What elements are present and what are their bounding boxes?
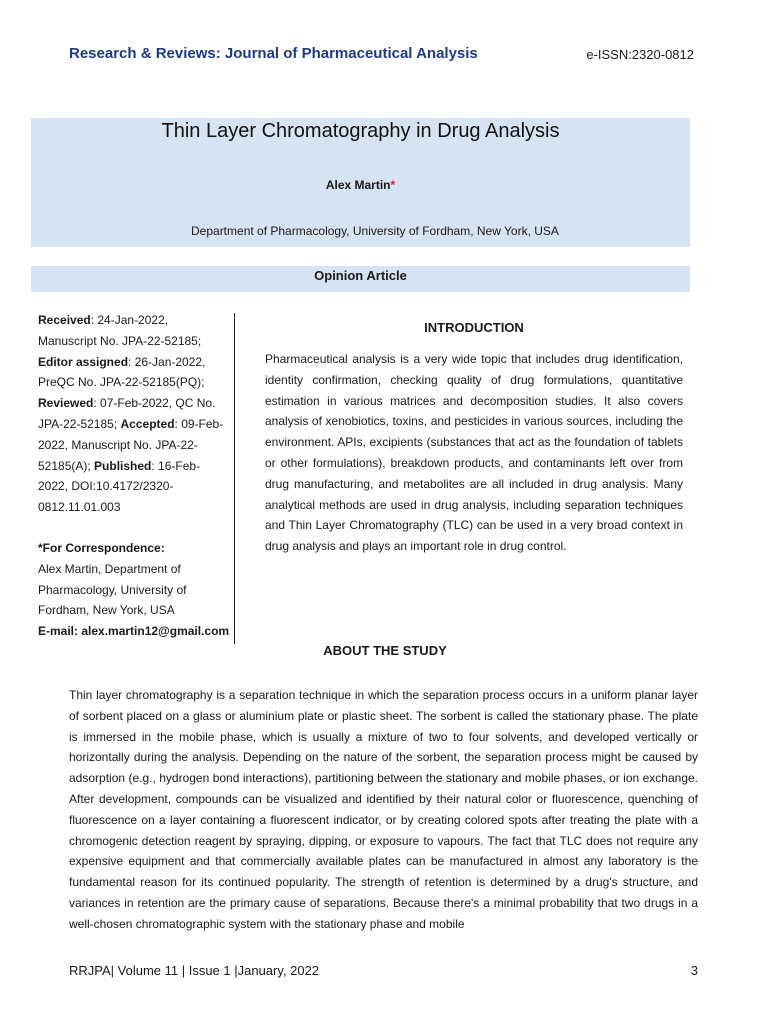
introduction-body: Pharmaceutical analysis is a very wide topic that includes drug identification, identity confirmation, checking quality of drug formulations, quantitative estimation in various matrices and decomposition studies. It also covers analysis of xenobiotics, toxins, and pesticides in various sources, including the environment. APIs, excipients (substances that act as the foundation of tablets or other formulations), breakdown products, and contaminants left over from drug manufacturing, and metabolites are all included in drug analysis. Many analytical methods are used in drug analysis, including separation techniques and Thin Layer Chromatography (TLC) can be used in a very broad context in drug analysis and plays an important role in drug control. [265, 352, 683, 554]
correspondence-heading: *For Correspondence: [38, 541, 165, 555]
column-divider [234, 313, 235, 644]
author-name [31, 178, 690, 192]
published-label: Published [94, 458, 152, 473]
journal-name: Research & Reviews: Journal of Pharmaceutical Analysis [69, 45, 478, 62]
affiliation: Department of Pharmacology, University of Fordham, New York, USA [191, 224, 559, 238]
received-label: Received [38, 313, 91, 327]
received-text: : 24-Jan-2022, Manuscript No. JPA-22-52185; [38, 313, 202, 348]
accepted-text: : 09-Feb-2022, Manuscript No. JPA-22-52185(A); [38, 416, 224, 473]
accepted-label: Accepted [120, 416, 175, 431]
editor-text: : 26-Jan-2022, PreQC No. JPA-22-52185(PQ); [38, 354, 206, 390]
footer-citation: RRJPA| Volume 11 | Issue 1 |January, 2022 [69, 963, 320, 978]
issn-label: e-ISSN:2320-0812 [586, 47, 694, 62]
correspondence-email[interactable]: E-mail: alex.martin12@gmail.com [38, 624, 230, 639]
author-name-text: Alex Martin [325, 178, 391, 192]
article-title: Thin Layer Chromatography in Drug Analysis [161, 120, 560, 142]
correspondence [38, 538, 233, 642]
published-text: : 16-Feb-2022, DOI:10.4172/2320-0812.11.01.003 [38, 458, 201, 515]
author-mark: * [390, 178, 396, 192]
about-heading: ABOUT THE STUDY [323, 643, 447, 658]
introduction-heading: INTRODUCTION [424, 320, 524, 335]
article-type: Opinion Article [314, 268, 407, 283]
reviewed-label: Reviewed [38, 396, 94, 411]
reviewed-text: : 07-Feb-2022, QC No. JPA-22-52185; [38, 396, 216, 431]
editor-label: Editor assigned [38, 354, 129, 369]
about-body: Thin layer chromatography is a separation technique in which the separation process occurs in a uniform planar layer of sorbent placed on a glass or aluminium plate or plastic sheet. The sorbent is called the stationary phase. The plate is immersed in the mobile phase, which is usually a mixture of two to four solvents, and developed vertically or horizontally during the analysis. Depending on the nature of the sorbent, the separation process might be caused by adsorption (e.g., hydrogen bond interactions), partitioning between the stationary and mobile phases, or ion exchange. After development, compounds can be visualized and identified by their natural color or fluorescence, quenching of fluorescence on a layer containing a fluorescent indicator, or by creating colored spots after treating the plate with a chromogenic detection reagent by spraying, dipping, or exposure to vapours. The fact that TLC does not require any expensive equipment and that commercially available plates can be manufactured in almost any laboratory is the fundamental reason for its continued popularity. The strength of retention is determined by a drug's structure, and variances in retention are the primary cause of separations. Because there's a minimal probability that two drugs in a well-chosen chromatographic system with the stationary phase and mobile [69, 688, 698, 931]
article-history [38, 310, 228, 518]
page-number: 3 [690, 963, 698, 978]
correspondence-text: Alex Martin, Department of Pharmacology, University of Fordham, New York, USA [38, 561, 187, 618]
